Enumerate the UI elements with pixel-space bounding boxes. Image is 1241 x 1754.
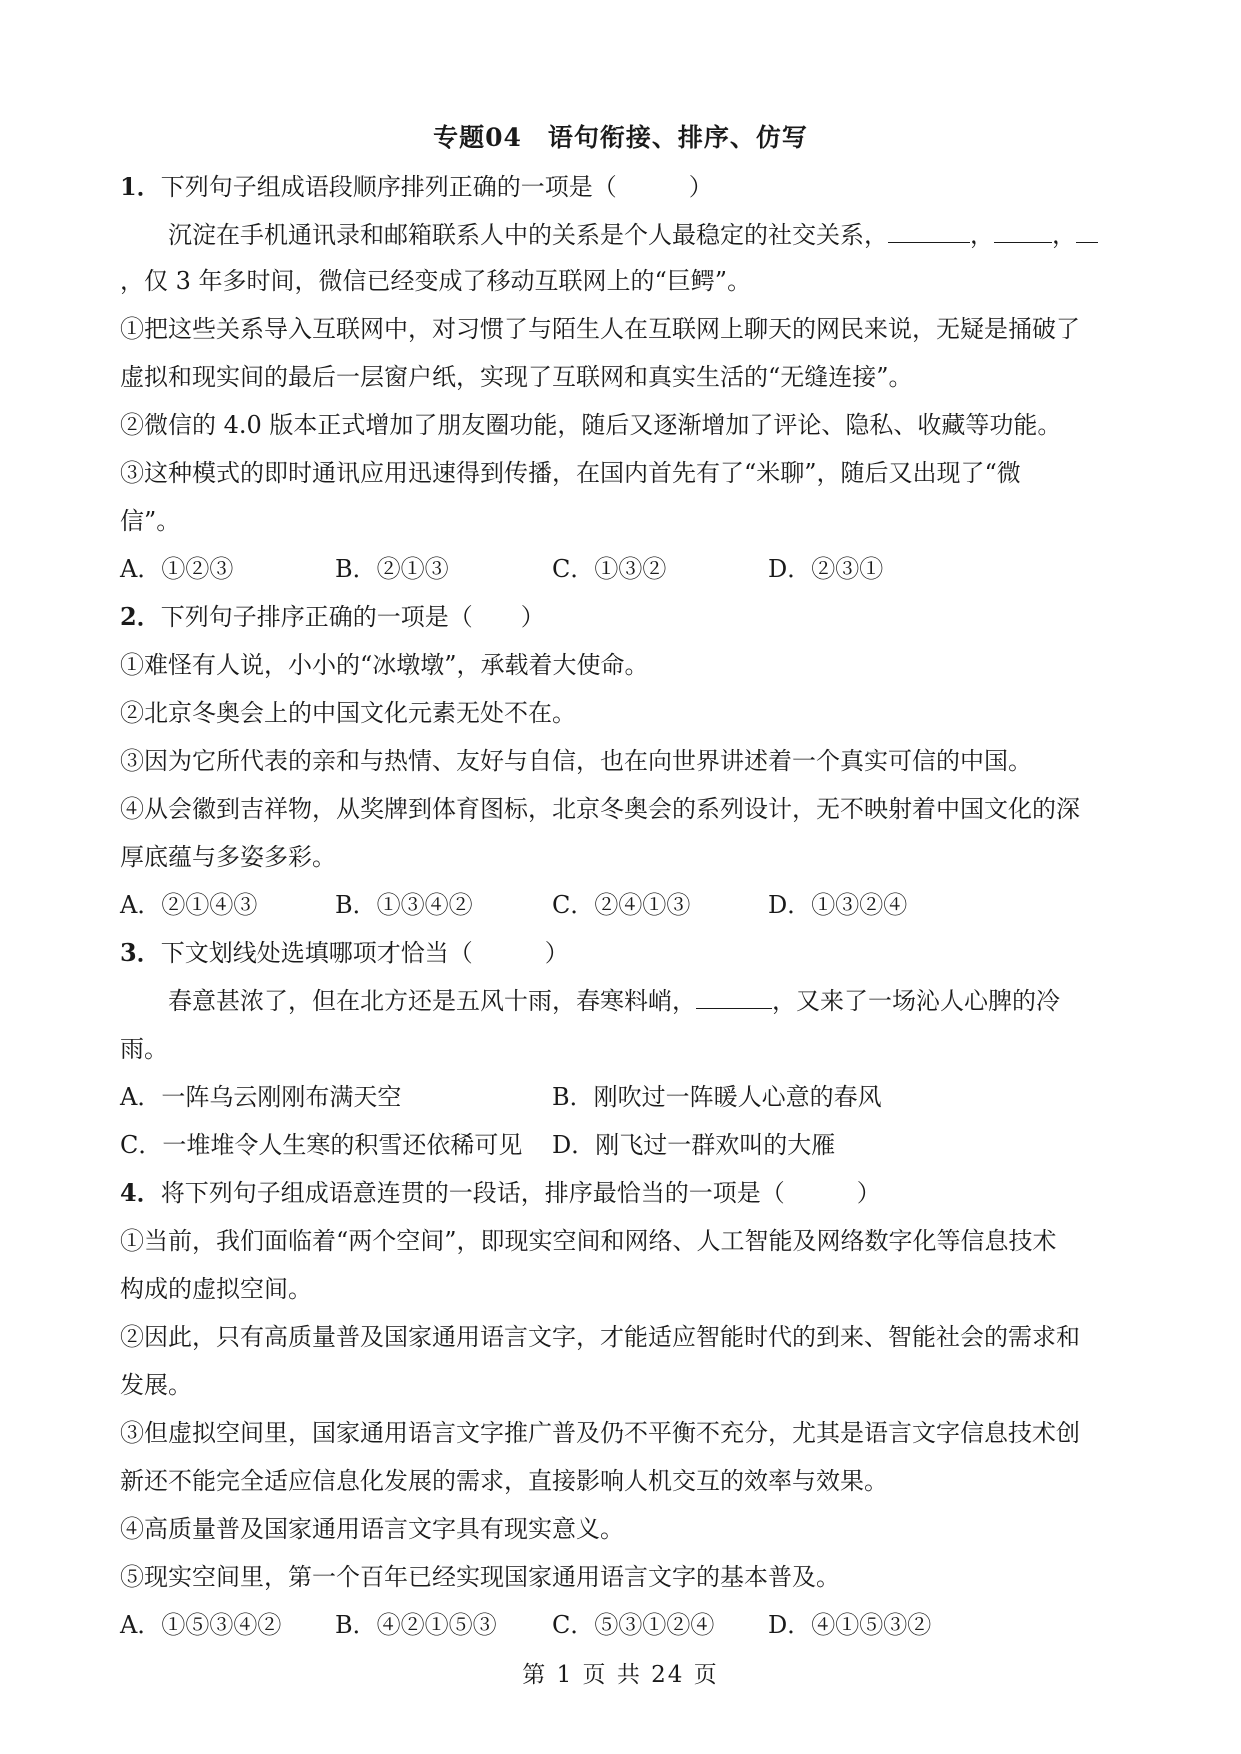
question-1-number: 1． [120,172,161,201]
question-4-number: 4． [120,1178,161,1207]
question-3-stem: 3．下文划线处选填哪项才恰当（ ） [120,938,569,967]
question-3-option-a: A．一阵乌云刚刚布满天空 [120,1083,402,1111]
question-2-sentence-4-cont: 厚底蕴与多姿多彩。 [120,843,336,871]
question-4-option-c: C．⑤③①②④ [552,1611,715,1639]
question-4-sentence-3: ③但虚拟空间里，国家通用语言文字推广普及仍不平衡不充分，尤其是语言文字信息技术创 [120,1419,1080,1447]
question-4-option-d: D．④①⑤③② [768,1611,932,1639]
question-1-sentence-1: ①把这些关系导入互联网中，对习惯了与陌生人在互联网上聊天的网民来说，无疑是捅破了 [120,315,1080,343]
question-1-option-c: C．①③② [552,555,667,583]
question-2-sentence-2: ②北京冬奥会上的中国文化元素无处不在。 [120,699,576,727]
question-2-option-d: D．①③②④ [768,891,908,919]
question-3-option-b: B．刚吹过一阵暖人心意的春风 [552,1083,882,1111]
question-2-stem: 2．下列句子排序正确的一项是（ ） [120,602,545,631]
question-3-passage-cont: 雨。 [120,1035,168,1063]
question-2-sentence-3: ③因为它所代表的亲和与热情、友好与自信，也在向世界讲述着一个真实可信的中国。 [120,747,1032,775]
question-1-sentence-3-cont: 信”。 [120,507,181,535]
question-3-option-c: C．一堆堆令人生寒的积雪还依稀可见 [120,1131,523,1159]
question-1-passage-cont: ，仅 3 年多时间，微信已经变成了移动互联网上的“巨鳄”。 [120,267,752,295]
page-title: 专题04 语句衔接、排序、仿写 [433,123,808,152]
question-2-option-c: C．②④①③ [552,891,691,919]
question-4-sentence-4: ④高质量普及国家通用语言文字具有现实意义。 [120,1515,624,1543]
question-4-option-a: A．①⑤③④② [120,1611,282,1639]
question-3-number: 3． [120,938,161,967]
page-footer: 第 1 页 共 24 页 [522,1662,719,1688]
question-3-passage: 春意甚浓了，但在北方还是五风十雨，春寒料峭， ，又来了一场沁人心脾的冷 [168,987,1060,1015]
question-2-sentence-1: ①难怪有人说，小小的“冰墩墩”，承载着大使命。 [120,651,649,679]
question-2-sentence-4: ④从会徽到吉祥物，从奖牌到体育图标，北京冬奥会的系列设计，无不映射着中国文化的深 [120,795,1080,823]
blank-line [994,220,1052,243]
question-1-sentence-3: ③这种模式的即时通讯应用迅速得到传播，在国内首先有了“米聊”，随后又出现了“微 [120,459,1021,487]
question-4-sentence-1: ①当前，我们面临着“两个空间”，即现实空间和网络、人工智能及网络数字化等信息技术 [120,1227,1057,1255]
question-2-option-a: A．②①④③ [120,891,258,919]
question-4-option-b: B．④②①⑤③ [335,1611,497,1639]
question-1-passage: 沉淀在手机通讯录和邮箱联系人中的关系是个人最稳定的社交关系， ， ， [168,220,1098,250]
question-1-option-a: A．①②③ [120,555,234,583]
question-1-sentence-2: ②微信的 4.0 版本正式增加了朋友圈功能，随后又逐渐增加了评论、隐私、收藏等功能。 [120,411,1062,439]
question-1-option-b: B．②①③ [335,555,449,583]
question-1-stem: 1．下列句子组成语段顺序排列正确的一项是（ ） [120,172,713,201]
question-4-sentence-3-cont: 新还不能完全适应信息化发展的需求，直接影响人机交互的效率与效果。 [120,1467,888,1495]
blank-line [696,986,772,1009]
blank-line [1076,220,1098,243]
question-2-option-b: B．①③④② [335,891,473,919]
question-4-sentence-2: ②因此，只有高质量普及国家通用语言文字，才能适应智能时代的到来、智能社会的需求和 [120,1323,1080,1351]
blank-line [888,220,970,243]
question-3-option-d: D．刚飞过一群欢叫的大雁 [552,1131,836,1159]
question-4-stem: 4．将下列句子组成语意连贯的一段话，排序最恰当的一项是（ ） [120,1178,881,1207]
question-4-sentence-5: ⑤现实空间里，第一个百年已经实现国家通用语言文字的基本普及。 [120,1563,840,1591]
question-2-number: 2． [120,602,161,631]
question-4-sentence-1-cont: 构成的虚拟空间。 [120,1275,312,1303]
question-4-sentence-2-cont: 发展。 [120,1371,192,1399]
question-1-option-d: D．②③① [768,555,884,583]
question-1-sentence-1-cont: 虚拟和现实间的最后一层窗户纸，实现了互联网和真实生活的“无缝连接”。 [120,363,913,391]
